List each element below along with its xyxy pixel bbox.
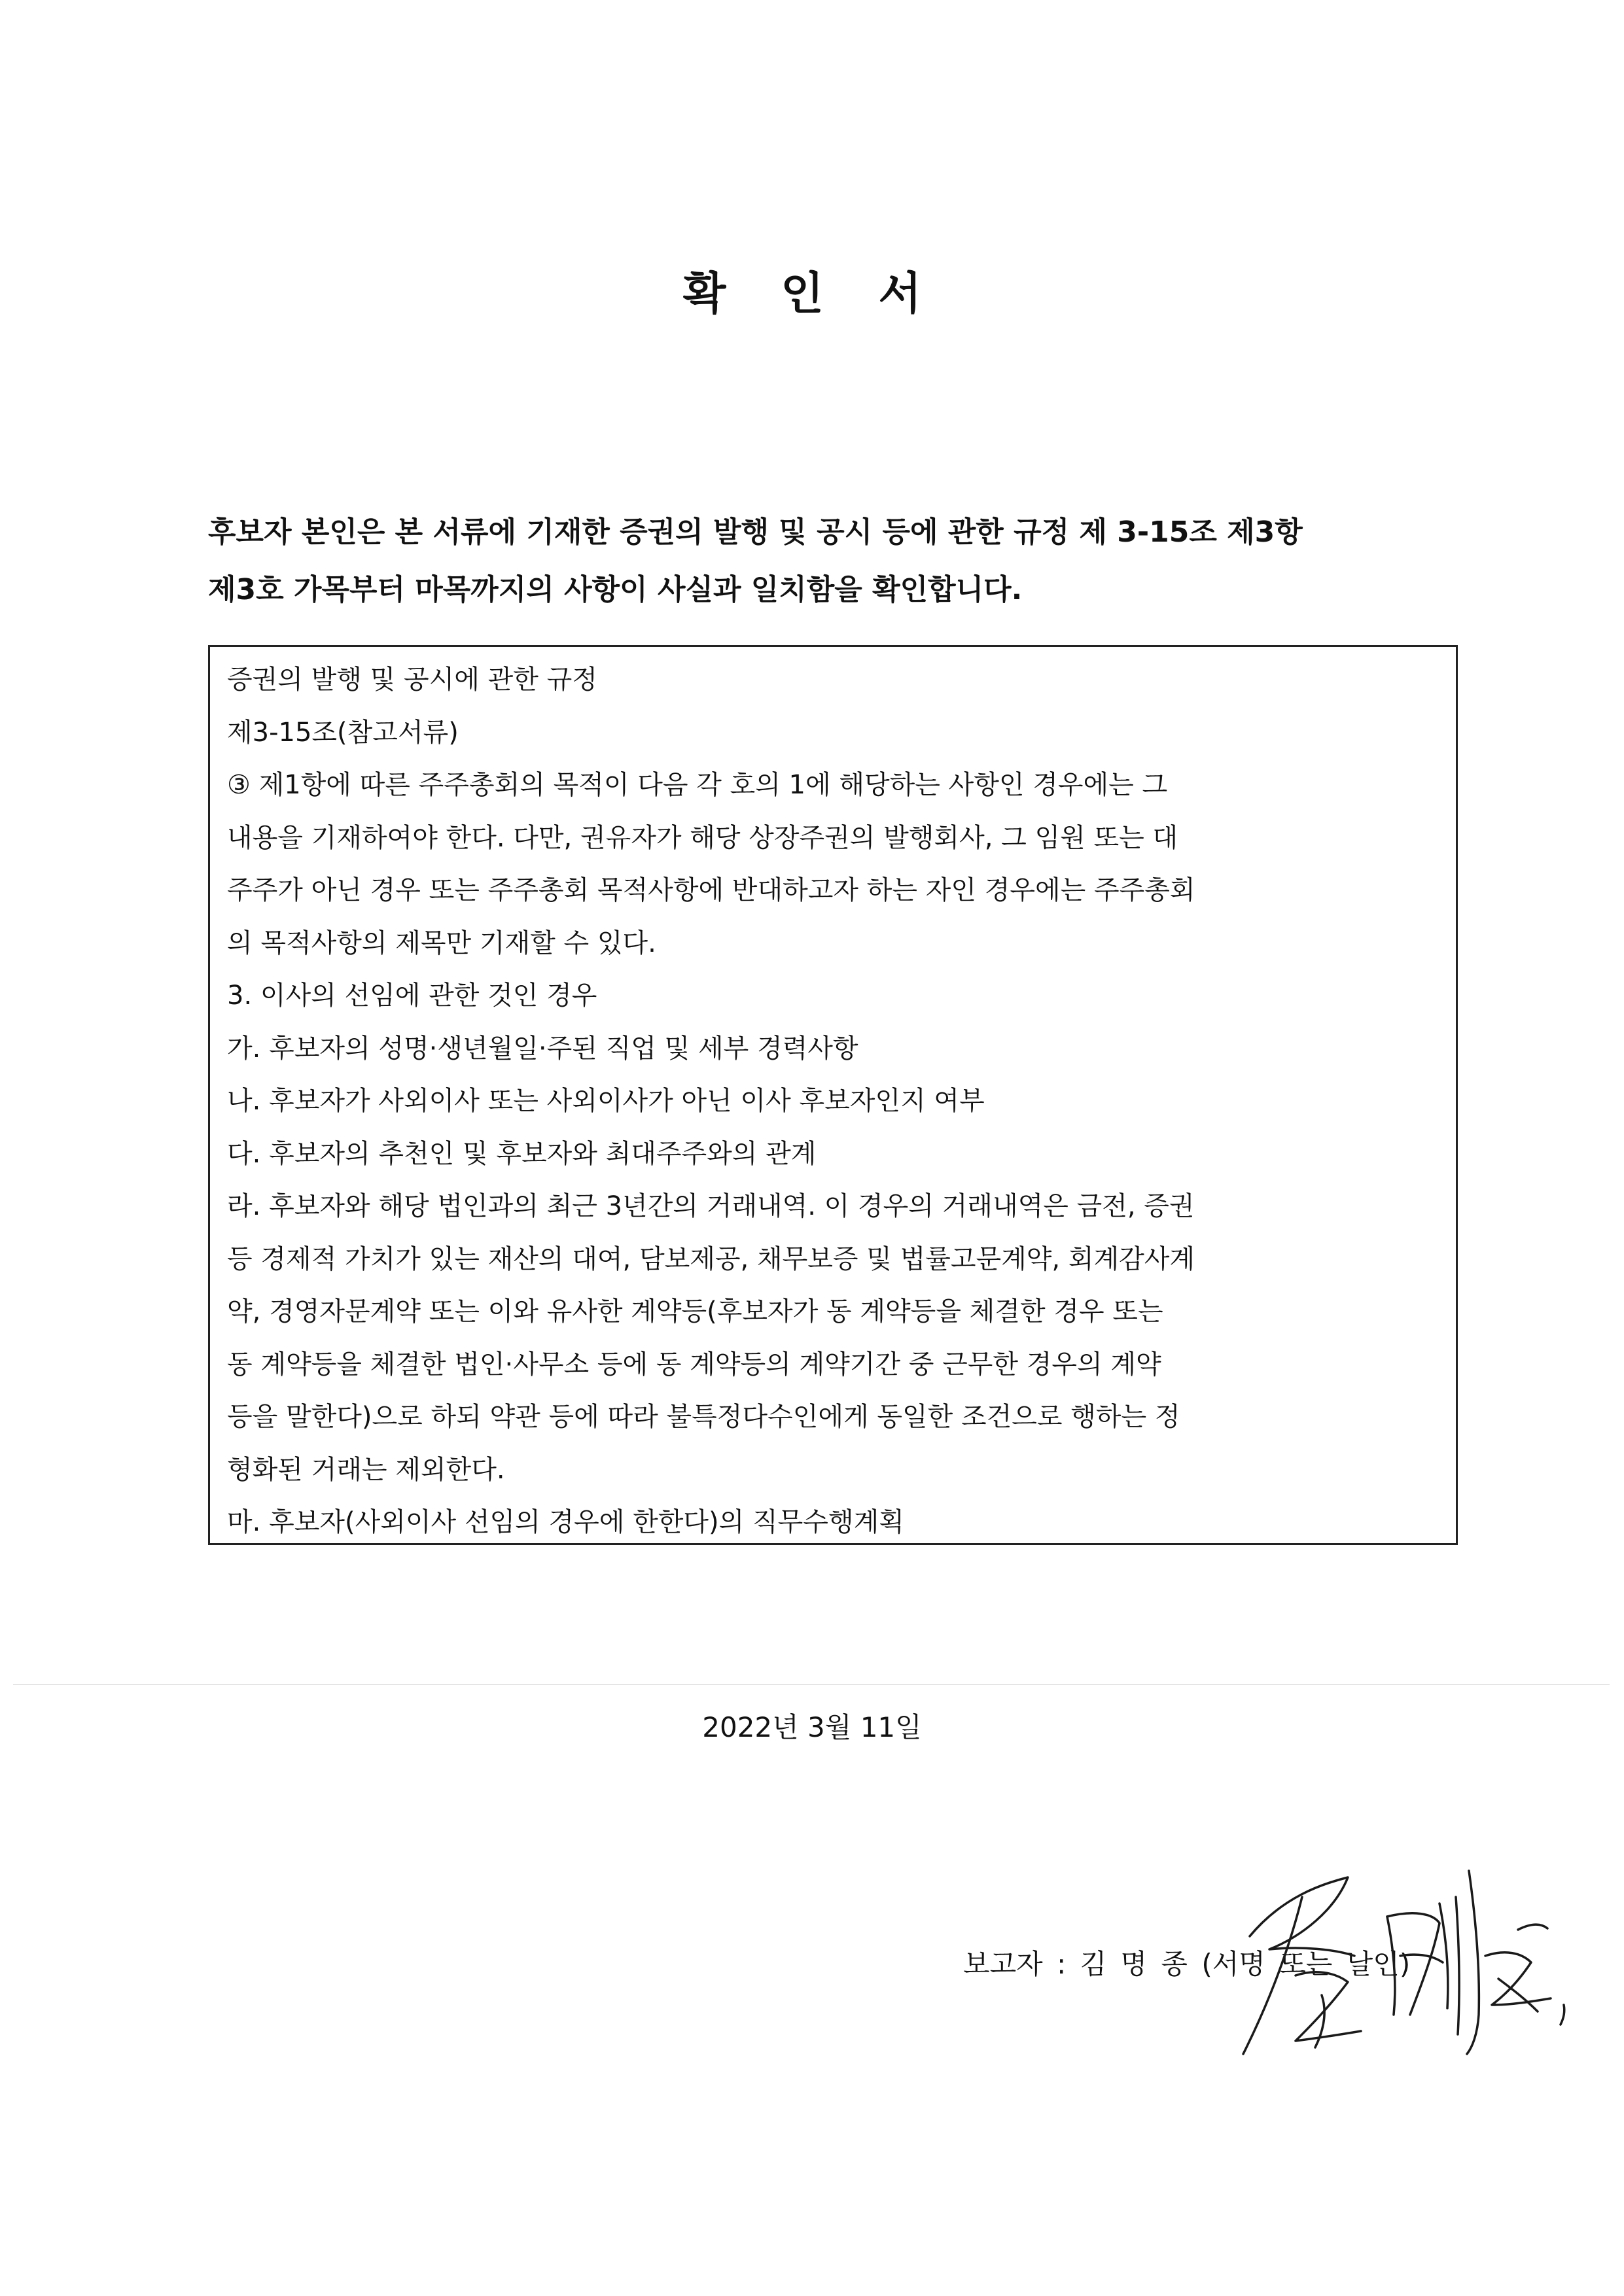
regulation-line: 마. 후보자(사외이사 선임의 경우에 한한다)의 직무수행계획 bbox=[227, 1507, 904, 1537]
regulation-article: 제3-15조(참고서류) bbox=[227, 717, 459, 748]
regulation-line: 주주가 아닌 경우 또는 주주총회 목적사항에 반대하고자 하는 자인 경우에는 주주총회 bbox=[227, 875, 1195, 905]
regulation-line: 라. 후보자와 해당 법인과의 최근 3년간의 거래내역. 이 경우의 거래내역은 금전, 증권 bbox=[227, 1191, 1195, 1221]
document-date: 2022년 3월 11일 bbox=[702, 1711, 922, 1743]
scan-rule-line bbox=[13, 1684, 1610, 1685]
regulation-line: 나. 후보자가 사외이사 또는 사외이사가 아닌 이사 후보자인지 여부 bbox=[227, 1086, 985, 1116]
regulation-line: 다. 후보자의 추천인 및 후보자와 최대주주와의 관계 bbox=[227, 1138, 817, 1169]
handwritten-signature bbox=[1224, 1858, 1590, 2074]
document-title: 확 인 서 bbox=[682, 268, 942, 320]
regulation-name: 증권의 발행 및 공시에 관한 규정 bbox=[227, 665, 597, 695]
statement-line: 후보자 본인은 본 서류에 기재한 증권의 발행 및 공시 등에 관한 규정 제 3-15조 제3항 bbox=[208, 515, 1303, 549]
regulation-line: 내용을 기재하여야 한다. 다만, 권유자가 해당 상장주권의 발행회사, 그 임원 또는 대 bbox=[227, 822, 1178, 853]
regulation-line: 형화된 거래는 제외한다. bbox=[227, 1454, 505, 1485]
confirmation-statement bbox=[208, 504, 1464, 619]
regulation-line: 등 경제적 가치가 있는 재산의 대여, 담보제공, 채무보증 및 법률고문계약, 회계감사계 bbox=[227, 1244, 1195, 1274]
regulation-line: 약, 경영자문계약 또는 이와 유사한 계약등(후보자가 동 계약등을 체결한 경우 또는 bbox=[227, 1296, 1163, 1327]
regulation-line: 동 계약등을 체결한 법인·사무소 등에 동 계약등의 계약기간 중 근무한 경우의 계약 bbox=[227, 1349, 1161, 1380]
regulation-line: 등을 말한다)으로 하되 약관 등에 따라 불특정다수인에게 동일한 조건으로 행하는 정 bbox=[227, 1402, 1180, 1432]
regulation-excerpt-box bbox=[208, 645, 1458, 1545]
regulation-line: 3. 이사의 선임에 관한 것인 경우 bbox=[227, 981, 597, 1011]
regulation-line: 의 목적사항의 제목만 기재할 수 있다. bbox=[227, 928, 656, 958]
statement-line: 제3호 가목부터 마목까지의 사항이 사실과 일치함을 확인합니다. bbox=[208, 573, 1023, 606]
regulation-line: 가. 후보자의 성명·생년월일·주된 직업 및 세부 경력사항 bbox=[227, 1033, 858, 1064]
regulation-line: ③ 제1항에 따른 주주총회의 목적이 다음 각 호의 1에 해당하는 사항인 경우에는 그 bbox=[227, 770, 1168, 800]
signer-line: 보고자 : 김 명 종 (서명 또는 날인) bbox=[963, 1948, 1411, 1980]
